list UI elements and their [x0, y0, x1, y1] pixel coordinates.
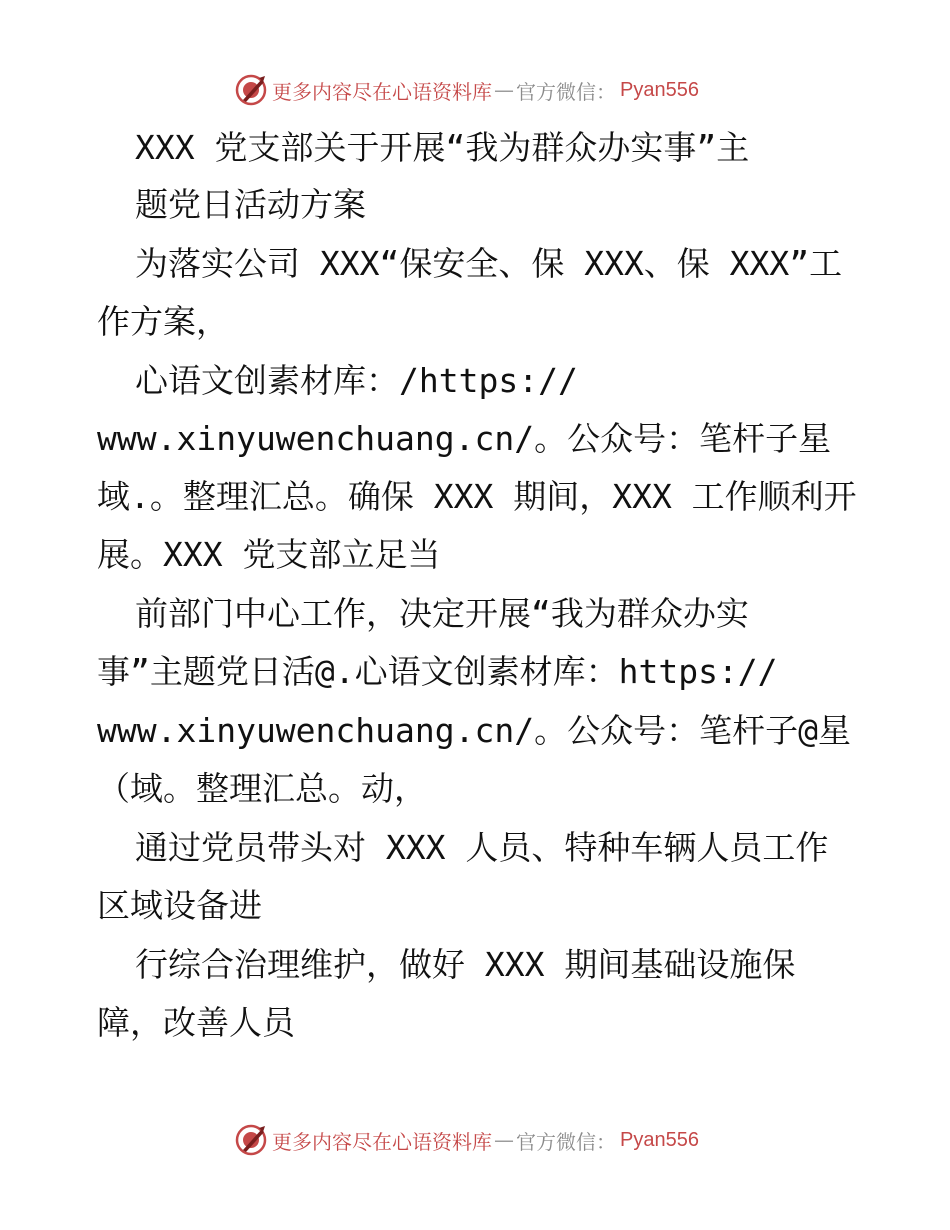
- quill-seal-icon: [234, 73, 268, 107]
- text-line: 事”主题党日活@.心语文创素材库：https://: [97, 652, 778, 691]
- text-line: XXX 党支部关于开展“我为群众办实事”主: [135, 128, 750, 167]
- footer-slogan: 更多内容尽在心语资料库: [272, 1129, 492, 1154]
- text-line: 心语文创素材库：/https://: [135, 361, 578, 400]
- text-line: www.xinyuwenchuang.cn/。公众号：笔杆子@星: [97, 711, 851, 750]
- text-line: 域.。整理汇总。确保 XXX 期间，XXX 工作顺利开: [97, 477, 857, 516]
- text-line: www.xinyuwenchuang.cn/。公众号：笔杆子星: [97, 419, 832, 458]
- text-line: 前部门中心工作，决定开展“我为群众办实: [135, 594, 749, 633]
- text-line: 展。XXX 党支部立足当: [97, 535, 441, 574]
- text-line: （域。整理汇总。动，: [97, 769, 427, 808]
- header-banner: [234, 72, 699, 108]
- text-line: 行综合治理维护，做好 XXX 期间基础设施保: [135, 945, 796, 984]
- text-line: 为落实公司 XXX“保安全、保 XXX、保 XXX”工: [135, 244, 843, 283]
- header-wechat-id: Pyan556: [620, 78, 699, 101]
- text-line: 题党日活动方案: [135, 185, 366, 224]
- footer-separator: —: [494, 1128, 514, 1152]
- text-line: 区域设备进: [97, 886, 262, 925]
- header-wechat-label: 官方微信：: [516, 79, 616, 104]
- header-slogan: 更多内容尽在心语资料库: [272, 79, 492, 104]
- footer-wechat-id: Pyan556: [620, 1128, 699, 1151]
- header-separator: —: [494, 78, 514, 102]
- footer-wechat-label: 官方微信：: [516, 1129, 616, 1154]
- text-line: 障，改善人员: [97, 1003, 295, 1042]
- text-line: 作方案，: [97, 302, 229, 341]
- quill-seal-icon: [234, 1123, 268, 1157]
- text-line: 通过党员带头对 XXX 人员、特种车辆人员工作: [135, 828, 829, 867]
- footer-banner: [234, 1122, 699, 1158]
